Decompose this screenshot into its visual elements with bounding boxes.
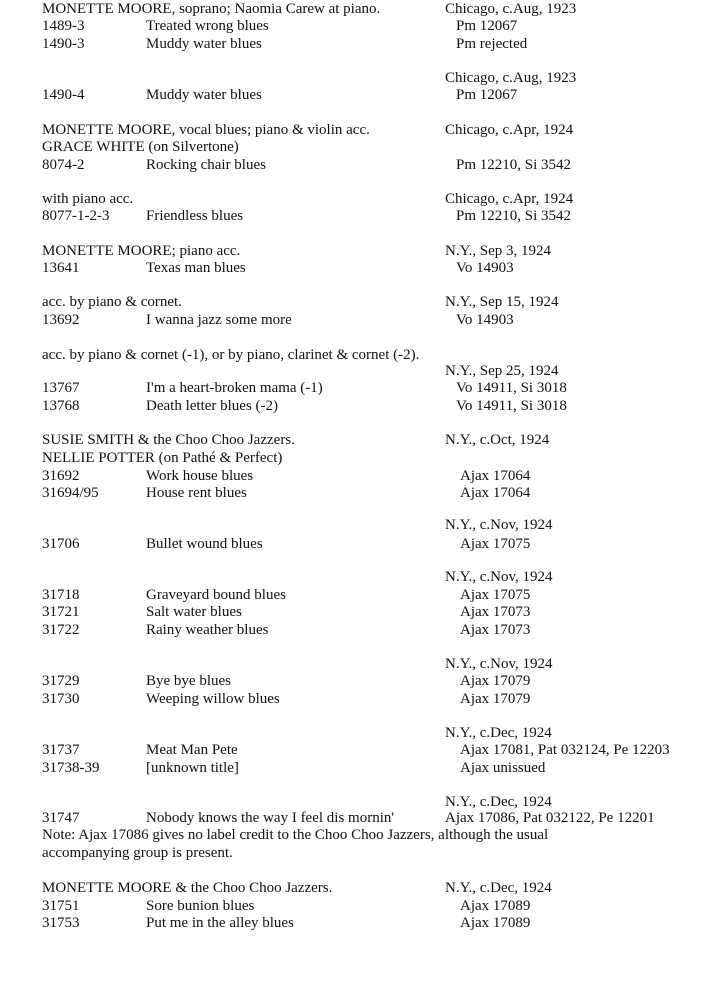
entry-row (0, 672, 708, 690)
entry-row (0, 311, 708, 329)
session-heading: MONETTE MOORE & the Choo Choo Jazzers. (42, 880, 333, 896)
session-place-date: N.Y., c.Dec, 1924 (445, 880, 552, 896)
entry-row (0, 86, 708, 104)
matrix-number: 31692 (42, 468, 80, 484)
entry-row (0, 897, 708, 915)
matrix-number: 8074-2 (42, 157, 85, 173)
song-title: [unknown title] (146, 760, 239, 776)
matrix-number: 31730 (42, 691, 80, 707)
session-place-date: Chicago, c.Apr, 1924 (445, 191, 574, 207)
issue-numbers: Pm rejected (456, 36, 528, 52)
song-title: Friendless blues (146, 208, 244, 224)
entry-row (0, 603, 708, 621)
issue-numbers: Pm 12210, Si 3542 (456, 208, 572, 224)
entry-row (0, 535, 708, 553)
matrix-number: 13768 (42, 398, 80, 414)
issue-numbers: Vo 14903 (456, 260, 514, 276)
header-row (0, 724, 708, 742)
song-title: Meat Man Pete (146, 742, 238, 758)
issue-numbers: Ajax 17079 (460, 691, 531, 707)
song-title: Rocking chair blues (146, 157, 266, 173)
header-row (0, 138, 708, 156)
issue-numbers: Ajax 17089 (460, 898, 531, 914)
song-title: Bullet wound blues (146, 536, 263, 552)
session-heading: Note: Ajax 17086 gives no label credit to the Choo Choo Jazzers, although the usual (42, 827, 549, 843)
song-title: Rainy weather blues (146, 622, 269, 638)
entry-row (0, 156, 708, 174)
entry-row (0, 759, 708, 777)
song-title: House rent blues (146, 485, 247, 501)
matrix-number: 31751 (42, 898, 80, 914)
header-row (0, 242, 708, 260)
song-title: Salt water blues (146, 604, 242, 620)
header-row (0, 655, 708, 673)
session-heading: with piano acc. (42, 191, 134, 207)
session-place-date: Chicago, c.Apr, 1924 (445, 122, 574, 138)
session-place-date: N.Y., c.Dec, 1924 (445, 725, 552, 741)
matrix-number: 31729 (42, 673, 80, 689)
matrix-number: 13767 (42, 380, 80, 396)
session-place-date: N.Y., Sep 3, 1924 (445, 243, 551, 259)
header-row (0, 516, 708, 534)
session-heading: acc. by piano & cornet. (42, 294, 182, 310)
header-row (0, 121, 708, 139)
song-title: Muddy water blues (146, 87, 262, 103)
entry-row (0, 690, 708, 708)
matrix-number: 31722 (42, 622, 80, 638)
issue-numbers: Vo 14903 (456, 312, 514, 328)
session-place-date: Chicago, c.Aug, 1923 (445, 70, 577, 86)
session-place-date: N.Y., c.Nov, 1924 (445, 569, 553, 585)
issue-numbers: Ajax 17079 (460, 673, 531, 689)
song-title: Sore bunion blues (146, 898, 255, 914)
issue-numbers: Ajax 17086, Pat 032122, Pe 12201 (445, 810, 655, 826)
song-title: Nobody knows the way I feel dis mornin' (146, 810, 395, 826)
header-row (0, 879, 708, 897)
entry-row (0, 259, 708, 277)
header-row (0, 69, 708, 87)
matrix-number: 31694/95 (42, 485, 99, 501)
header-row (0, 293, 708, 311)
issue-numbers: Ajax 17075 (460, 536, 531, 552)
entry-row (0, 35, 708, 53)
matrix-number: 31738-39 (42, 760, 100, 776)
entry-row (0, 467, 708, 485)
matrix-number: 13692 (42, 312, 80, 328)
header-row (0, 431, 708, 449)
header-row (0, 826, 708, 844)
song-title: I'm a heart-broken mama (-1) (146, 380, 323, 396)
issue-numbers: Pm 12067 (456, 18, 518, 34)
entry-row (0, 379, 708, 397)
issue-numbers: Pm 12067 (456, 87, 518, 103)
matrix-number: 1490-3 (42, 36, 85, 52)
entry-row (0, 397, 708, 415)
matrix-number: 8077-1-2-3 (42, 208, 110, 224)
entry-row (0, 207, 708, 225)
issue-numbers: Pm 12210, Si 3542 (456, 157, 572, 173)
song-title: Weeping willow blues (146, 691, 280, 707)
session-heading: MONETTE MOORE, soprano; Naomia Carew at piano. (42, 1, 381, 17)
entry-row (0, 741, 708, 759)
matrix-number: 31718 (42, 587, 80, 603)
song-title: Treated wrong blues (146, 18, 269, 34)
issue-numbers: Ajax 17075 (460, 587, 531, 603)
matrix-number: 31706 (42, 536, 80, 552)
session-heading: SUSIE SMITH & the Choo Choo Jazzers. (42, 432, 295, 448)
session-heading: accompanying group is present. (42, 845, 233, 861)
issue-numbers: Ajax 17081, Pat 032124, Pe 12203 (460, 742, 670, 758)
matrix-number: 13641 (42, 260, 80, 276)
song-title: Put me in the alley blues (146, 915, 294, 931)
matrix-number: 31721 (42, 604, 80, 620)
entry-row (0, 484, 708, 502)
issue-numbers: Vo 14911, Si 3018 (456, 380, 567, 396)
session-place-date: N.Y., c.Nov, 1924 (445, 517, 553, 533)
session-place-date: N.Y., Sep 25, 1924 (445, 363, 559, 379)
issue-numbers: Ajax 17073 (460, 604, 531, 620)
session-heading: MONETTE MOORE; piano acc. (42, 243, 241, 259)
issue-numbers: Vo 14911, Si 3018 (456, 398, 567, 414)
header-row (0, 190, 708, 208)
song-title: Bye bye blues (146, 673, 231, 689)
header-row (0, 568, 708, 586)
session-heading: GRACE WHITE (on Silvertone) (42, 139, 239, 155)
entry-row (0, 17, 708, 35)
header-row (0, 362, 708, 380)
entry-row (0, 621, 708, 639)
entry-row (0, 914, 708, 932)
session-heading: MONETTE MOORE, vocal blues; piano & violin acc. (42, 122, 370, 138)
session-place-date: N.Y., c.Dec, 1924 (445, 794, 552, 810)
song-title: Texas man blues (146, 260, 246, 276)
matrix-number: 31747 (42, 810, 80, 826)
song-title: Work house blues (146, 468, 254, 484)
session-heading: NELLIE POTTER (on Pathé & Perfect) (42, 450, 283, 466)
session-place-date: N.Y., c.Nov, 1924 (445, 656, 553, 672)
song-title: Muddy water blues (146, 36, 262, 52)
matrix-number: 31737 (42, 742, 80, 758)
issue-numbers: Ajax 17089 (460, 915, 531, 931)
header-row (0, 0, 708, 18)
issue-numbers: Ajax unissued (460, 760, 546, 776)
song-title: Death letter blues (-2) (146, 398, 279, 414)
header-row (0, 844, 708, 862)
session-place-date: N.Y., Sep 15, 1924 (445, 294, 559, 310)
matrix-number: 1489-3 (42, 18, 85, 34)
song-title: Graveyard bound blues (146, 587, 286, 603)
issue-numbers: Ajax 17064 (460, 468, 531, 484)
entry-row (0, 809, 708, 827)
session-place-date: Chicago, c.Aug, 1923 (445, 1, 577, 17)
issue-numbers: Ajax 17073 (460, 622, 531, 638)
session-place-date: N.Y., c.Oct, 1924 (445, 432, 550, 448)
session-heading: acc. by piano & cornet (-1), or by piano, clarinet & cornet (-2). (42, 347, 420, 363)
matrix-number: 1490-4 (42, 87, 85, 103)
header-row (0, 449, 708, 467)
issue-numbers: Ajax 17064 (460, 485, 531, 501)
song-title: I wanna jazz some more (146, 312, 292, 328)
matrix-number: 31753 (42, 915, 80, 931)
entry-row (0, 586, 708, 604)
